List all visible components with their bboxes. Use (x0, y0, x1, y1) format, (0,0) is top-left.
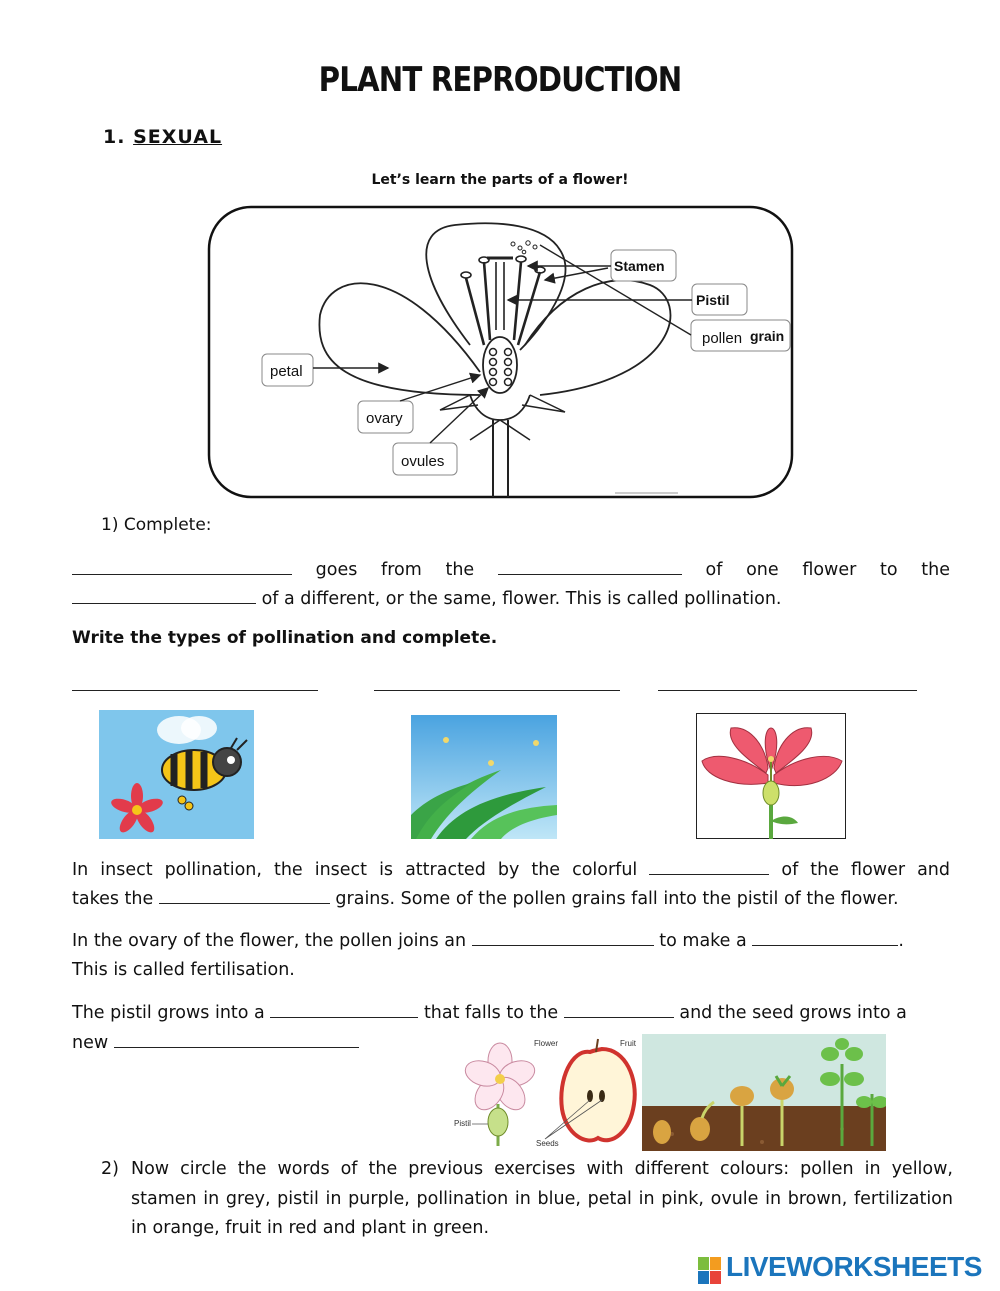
section-label: SEXUAL (133, 126, 223, 148)
label-pistil-small: Pistil (454, 1119, 471, 1128)
liveworksheets-logo-icon (698, 1255, 722, 1285)
label-petal: petal (270, 363, 303, 380)
section-number: 1. (103, 126, 126, 148)
pollination-type-blank-1[interactable] (72, 690, 318, 691)
answer-blank-9[interactable] (564, 999, 674, 1018)
label-seeds: Seeds (536, 1139, 559, 1148)
pistil-paragraph-line1: The pistil grows into a that falls to the and the seed grows into a (72, 999, 950, 1028)
label-grain: grain (750, 328, 785, 344)
label-fruit: Fruit (620, 1039, 636, 1048)
flower-pollination-image (696, 713, 846, 839)
label-ovary: ovary (366, 410, 403, 427)
task2-number: 2) (101, 1159, 119, 1179)
label-pistil: Pistil (696, 292, 730, 308)
insect-paragraph-line1: In insect pollination, the insect is attracted by the colorful of the flower and (72, 856, 950, 885)
label-stamen: Stamen (614, 258, 665, 274)
flower-diagram (205, 200, 797, 502)
label-pollen: pollen (702, 330, 743, 347)
section-heading (103, 126, 222, 148)
answer-blank-8[interactable] (270, 999, 418, 1018)
ovary-paragraph-line1: In the ovary of the flower, the pollen joins an to make a . (72, 927, 950, 956)
answer-blank-5[interactable] (159, 885, 330, 904)
answer-blank-3[interactable] (72, 585, 256, 604)
pistil-paragraph-line2: new (72, 1029, 432, 1058)
task1-label: 1) Complete: (101, 515, 212, 535)
diagram-heading: Let’s learn the parts of a flower! (371, 172, 629, 188)
label-ovules: ovules (401, 453, 445, 470)
footer-brand[interactable]: LIVEWORKSHEETS (726, 1251, 982, 1282)
pollination-type-blank-2[interactable] (374, 690, 620, 691)
pollination-types-heading: Write the types of pollination and complete. (72, 628, 498, 648)
wind-pollination-image (411, 715, 557, 839)
ovary-paragraph-line2: This is called fertilisation. (72, 960, 295, 980)
page-title: PLANT REPRODUCTION (318, 60, 682, 100)
insect-paragraph-line2: takes the grains. Some of the pollen grains fall into the pistil of the flower. (72, 885, 950, 914)
pollination-type-blank-3[interactable] (658, 690, 917, 691)
answer-blank-2[interactable] (498, 556, 682, 575)
answer-blank-4[interactable] (649, 856, 769, 875)
task2 (101, 1155, 953, 1244)
pollination-sentence-line2: of a different, or the same, flower. This is called pollination. (72, 585, 950, 614)
answer-blank-10[interactable] (114, 1029, 359, 1048)
germination-image (642, 1034, 886, 1151)
answer-blank-7[interactable] (752, 927, 898, 946)
label-flower: Flower (534, 1039, 559, 1048)
flower-to-fruit-image (450, 1034, 642, 1151)
pollination-sentence: goes from the of one flower to the (72, 556, 950, 585)
task2-text: Now circle the words of the previous exercises with different colours: pollen in yellow, stamen in grey, pistil in purple, pollination in blue, petal in pink, ovule in brown, fertilization in orange, fruit in red and plant in green. (131, 1159, 953, 1238)
bee-pollination-image (99, 710, 254, 839)
answer-blank-6[interactable] (472, 927, 654, 946)
answer-blank-1[interactable] (72, 556, 292, 575)
